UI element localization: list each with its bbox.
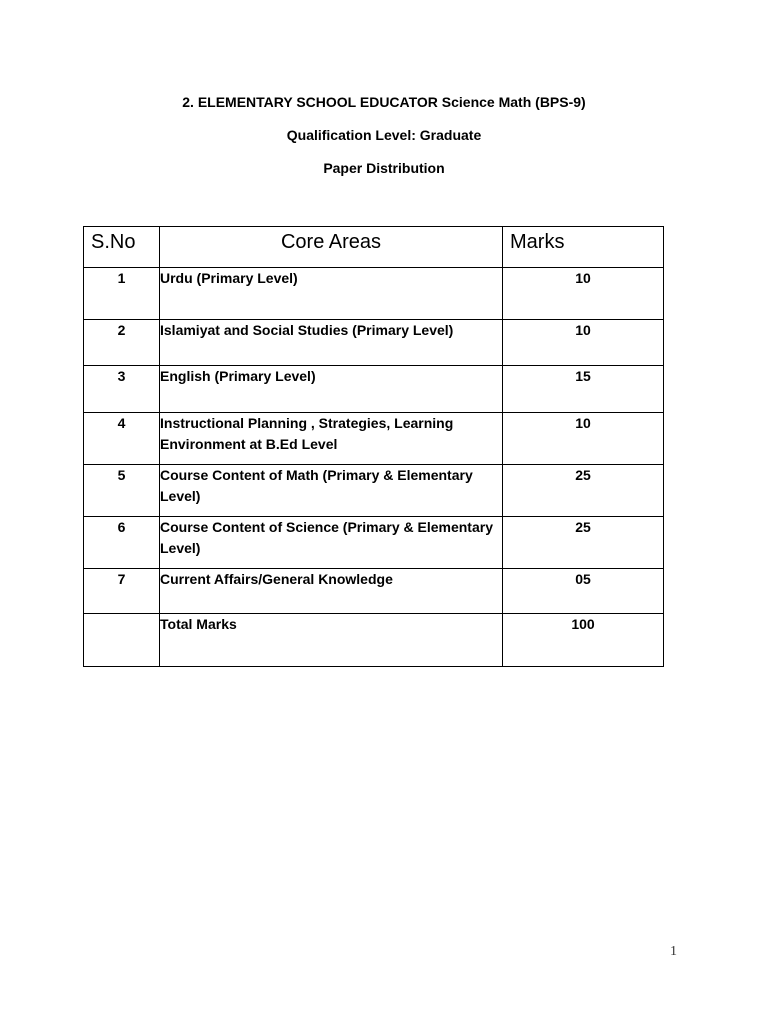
cell-core-area: Islamiyat and Social Studies (Primary Level) bbox=[160, 320, 503, 366]
cell-total-label: Total Marks bbox=[160, 614, 503, 667]
cell-sno: 1 bbox=[84, 268, 160, 320]
cell-sno: 3 bbox=[84, 366, 160, 413]
qualification-level: Qualification Level: Graduate bbox=[286, 127, 482, 143]
cell-core-area: English (Primary Level) bbox=[160, 366, 503, 413]
table-row bbox=[84, 268, 664, 320]
cell-marks: 25 bbox=[503, 517, 664, 569]
table-row bbox=[84, 517, 664, 569]
table-row bbox=[84, 465, 664, 517]
column-header-core-areas: Core Areas bbox=[160, 227, 503, 268]
cell-marks: 10 bbox=[503, 413, 664, 465]
column-header-sno: S.No bbox=[84, 227, 160, 268]
cell-sno: 6 bbox=[84, 517, 160, 569]
cell-sno: 2 bbox=[84, 320, 160, 366]
cell-core-area: Current Affairs/General Knowledge bbox=[160, 569, 503, 614]
cell-marks: 10 bbox=[503, 320, 664, 366]
column-header-marks: Marks bbox=[503, 227, 664, 268]
table-row bbox=[84, 413, 664, 465]
cell-core-area: Urdu (Primary Level) bbox=[160, 268, 503, 320]
table-row bbox=[84, 366, 664, 413]
cell-total-marks: 100 bbox=[503, 614, 664, 667]
cell-sno: 5 bbox=[84, 465, 160, 517]
cell-sno bbox=[84, 614, 160, 667]
cell-marks: 10 bbox=[503, 268, 664, 320]
cell-sno: 7 bbox=[84, 569, 160, 614]
cell-marks: 25 bbox=[503, 465, 664, 517]
document-title: 2. ELEMENTARY SCHOOL EDUCATOR Science Math (BPS-9) bbox=[182, 94, 586, 110]
table-row bbox=[84, 320, 664, 366]
cell-marks: 15 bbox=[503, 366, 664, 413]
cell-core-area: Course Content of Science (Primary & Elementary Level) bbox=[160, 517, 503, 569]
cell-sno: 4 bbox=[84, 413, 160, 465]
table-header-row bbox=[84, 227, 664, 268]
table-row bbox=[84, 569, 664, 614]
section-heading: Paper Distribution bbox=[323, 160, 445, 176]
page-number: 1 bbox=[670, 944, 677, 959]
paper-distribution-table bbox=[83, 226, 664, 667]
total-row bbox=[84, 614, 664, 667]
cell-marks: 05 bbox=[503, 569, 664, 614]
cell-core-area: Course Content of Math (Primary & Elementary Level) bbox=[160, 465, 503, 517]
cell-core-area: Instructional Planning , Strategies, Learning Environment at B.Ed Level bbox=[160, 413, 503, 465]
